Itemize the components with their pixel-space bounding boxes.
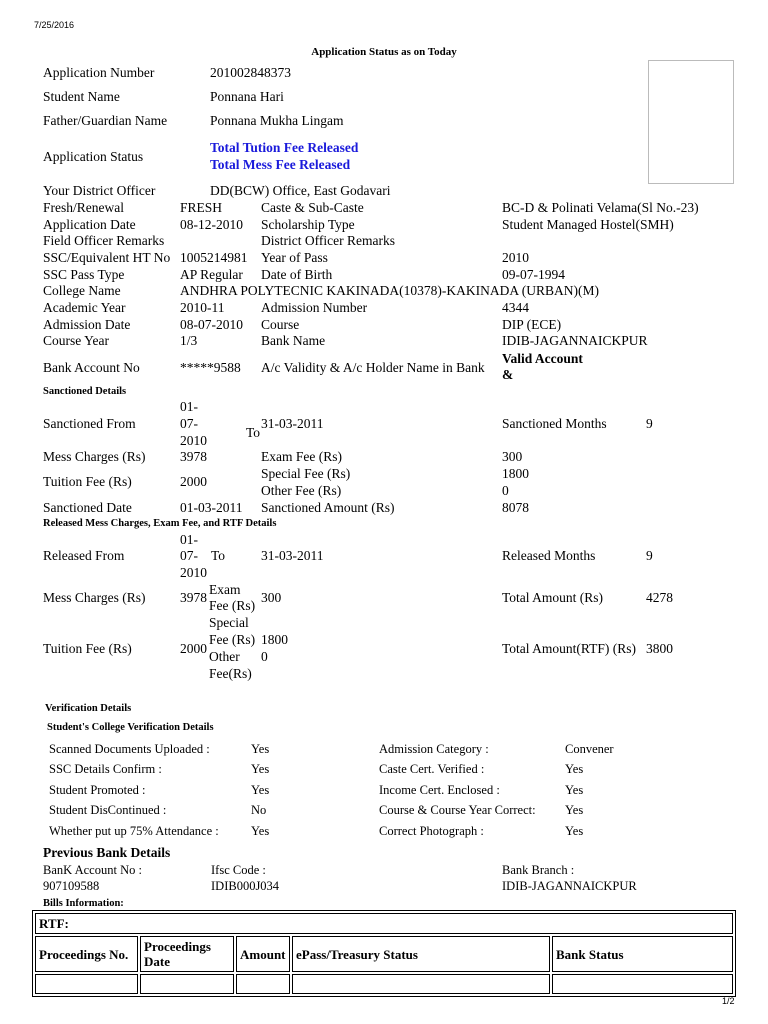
sanctioned-exam-label: Exam Fee (Rs) xyxy=(261,449,342,464)
prev-bank-account-label: BanK Account No : xyxy=(43,863,142,877)
bank-branch-value: IDIB-JAGANNAICKPUR xyxy=(502,879,637,893)
verif-right-value: Yes xyxy=(565,803,584,817)
bills-heading: Bills Information: xyxy=(43,898,124,909)
released-rtf-label: Total Amount(RTF) (Rs) xyxy=(502,641,636,656)
table-cell xyxy=(552,974,733,994)
sanctioned-amount-value: 8078 xyxy=(502,500,529,515)
district-officer-value: DD(BCW) Office, East Godavari xyxy=(210,183,391,198)
sanctioned-amount-label: Sanctioned Amount (Rs) xyxy=(261,500,395,515)
admission-date-label: Admission Date xyxy=(43,317,131,332)
released-special-label-2: Fee (Rs) xyxy=(209,632,256,647)
col-amount: Amount xyxy=(236,936,290,972)
guardian-name-value: Ponnana Mukha Lingam xyxy=(210,113,344,128)
account-validity-value: Valid Account xyxy=(502,351,583,366)
released-special-value: 1800 xyxy=(261,632,288,647)
sanctioned-heading: Sanctioned Details xyxy=(43,386,127,397)
course-label: Course xyxy=(261,317,300,332)
academic-year-value: 2010-11 xyxy=(180,300,225,315)
verif-left-value: Yes xyxy=(251,783,270,797)
college-name-label: College Name xyxy=(43,283,121,298)
verif-left-value: Yes xyxy=(251,762,270,776)
verif-left-label: Scanned Documents Uploaded : xyxy=(49,742,210,756)
ssc-ht-label: SSC/Equivalent HT No xyxy=(43,250,171,265)
admission-date-value: 08-07-2010 xyxy=(180,317,243,332)
col-epass-status: ePass/Treasury Status xyxy=(292,936,550,972)
admission-number-label: Admission Number xyxy=(261,300,368,315)
verif-left-value: Yes xyxy=(251,742,270,756)
student-name-label: Student Name xyxy=(43,89,120,104)
field-officer-remarks-label: Field Officer Remarks xyxy=(43,233,165,248)
district-officer-remarks-label: District Officer Remarks xyxy=(261,233,395,248)
released-from-label: Released From xyxy=(43,548,125,563)
released-from-year: 2010 xyxy=(180,565,207,580)
verif-left-value: Yes xyxy=(251,824,270,838)
sanctioned-mess-label: Mess Charges (Rs) xyxy=(43,449,146,464)
bills-table xyxy=(32,910,736,997)
application-date-label: Application Date xyxy=(43,217,136,232)
released-to-value: 31-03-2011 xyxy=(261,548,324,563)
released-tuition-label: Tuition Fee (Rs) xyxy=(43,641,132,656)
verif-left-label: Student DisContinued : xyxy=(49,803,167,817)
page-title: Application Status as on Today xyxy=(311,46,457,58)
col-proceedings-date: Proceedings Date xyxy=(140,936,234,972)
sanctioned-other-label: Other Fee (Rs) xyxy=(261,483,342,498)
released-from-day: 01- xyxy=(180,532,198,547)
sanctioned-other-value: 0 xyxy=(502,483,509,498)
caste-label: Caste & Sub-Caste xyxy=(261,200,364,215)
sanctioned-from-month: 07- xyxy=(180,416,198,431)
prev-bank-account-value: 907109588 xyxy=(43,879,100,893)
released-other-value: 0 xyxy=(261,649,268,664)
bank-name-value: IDIB-JAGANNAICKPUR xyxy=(502,333,648,348)
released-mess-value: 3978 xyxy=(180,590,207,605)
ssc-pass-type-label: SSC Pass Type xyxy=(43,267,125,282)
sanctioned-tuition-label: Tuition Fee (Rs) xyxy=(43,474,132,489)
verification-subheading: Student's College Verification Details xyxy=(47,722,214,733)
year-of-pass-label: Year of Pass xyxy=(261,250,328,265)
released-mess-label: Mess Charges (Rs) xyxy=(43,590,146,605)
released-total-label: Total Amount (Rs) xyxy=(502,590,604,605)
course-value: DIP (ECE) xyxy=(502,317,562,332)
verif-right-label: Caste Cert. Verified : xyxy=(379,762,485,776)
dob-value: 09-07-1994 xyxy=(502,267,565,282)
released-months-label: Released Months xyxy=(502,548,596,563)
rtf-label: RTF: xyxy=(35,913,733,934)
table-cell xyxy=(140,974,234,994)
released-tuition-value: 2000 xyxy=(180,641,207,656)
released-months-value: 9 xyxy=(646,548,653,563)
account-validity-amp: & xyxy=(502,367,514,382)
verif-right-value: Yes xyxy=(565,783,584,797)
ssc-ht-value: 1005214981 xyxy=(180,250,248,265)
caste-value: BC-D & Polinati Velama(Sl No.-23) xyxy=(502,200,699,215)
application-status-line1: Total Tution Fee Released xyxy=(210,140,359,155)
bank-account-label: Bank Account No xyxy=(43,360,140,375)
verif-left-value: No xyxy=(251,803,267,817)
ssc-pass-type-value: AP Regular xyxy=(180,267,243,282)
col-bank-status: Bank Status xyxy=(552,936,733,972)
sanctioned-tuition-value: 2000 xyxy=(180,474,207,489)
verif-left-label: Whether put up 75% Attendance : xyxy=(49,824,219,838)
table-cell xyxy=(35,974,138,994)
released-from-month: 07- xyxy=(180,548,198,563)
released-exam-label-1: Exam xyxy=(209,582,241,597)
sanctioned-exam-value: 300 xyxy=(502,449,523,464)
verif-right-label: Admission Category : xyxy=(379,742,489,756)
verif-left-label: Student Promoted : xyxy=(49,783,146,797)
released-other-label-1: Other xyxy=(209,649,240,664)
guardian-name-label: Father/Guardian Name xyxy=(43,113,168,128)
sanctioned-special-label: Special Fee (Rs) xyxy=(261,466,351,481)
account-validity-label: A/c Validity & A/c Holder Name in Bank xyxy=(261,360,485,375)
admission-number-value: 4344 xyxy=(502,300,529,315)
ifsc-label: Ifsc Code : xyxy=(211,863,266,877)
table-cell xyxy=(236,974,290,994)
application-number-value: 201002848373 xyxy=(210,65,291,80)
scholarship-type-value: Student Managed Hostel(SMH) xyxy=(502,217,674,232)
verif-right-label: Course & Course Year Correct: xyxy=(379,803,536,817)
table-cell xyxy=(292,974,550,994)
sanctioned-from-year: 2010 xyxy=(180,433,207,448)
application-date-value: 08-12-2010 xyxy=(180,217,243,232)
sanctioned-from-label: Sanctioned From xyxy=(43,416,136,431)
student-name-value: Ponnana Hari xyxy=(210,89,284,104)
sanctioned-from-day: 01- xyxy=(180,399,198,414)
page-number: 1/2 xyxy=(722,996,735,1006)
academic-year-label: Academic Year xyxy=(43,300,126,315)
released-exam-label-2: Fee (Rs) xyxy=(209,598,256,613)
print-date: 7/25/2016 xyxy=(34,20,75,30)
verif-right-label: Income Cert. Enclosed : xyxy=(379,783,500,797)
sanctioned-months-label: Sanctioned Months xyxy=(502,416,607,431)
col-proceedings-no: Proceedings No. xyxy=(35,936,138,972)
sanctioned-mess-value: 3978 xyxy=(180,449,207,464)
sanctioned-to-value: 31-03-2011 xyxy=(261,416,324,431)
college-name-value: ANDHRA POLYTECNIC KAKINADA(10378)-KAKINADA (URBAN)(M) xyxy=(180,283,599,298)
bank-branch-label: Bank Branch : xyxy=(502,863,575,877)
verif-left-label: SSC Details Confirm : xyxy=(49,762,162,776)
course-year-label: Course Year xyxy=(43,333,109,348)
sanctioned-months-value: 9 xyxy=(646,416,653,431)
verification-heading: Verification Details xyxy=(45,703,132,714)
released-to-label: To xyxy=(211,548,226,563)
dob-label: Date of Birth xyxy=(261,267,333,282)
bank-name-label: Bank Name xyxy=(261,333,326,348)
fresh-renewal-value: FRESH xyxy=(180,200,223,215)
sanctioned-date-value: 01-03-2011 xyxy=(180,500,243,515)
verif-right-value: Convener xyxy=(565,742,614,756)
sanctioned-date-label: Sanctioned Date xyxy=(43,500,132,515)
released-special-label-1: Special xyxy=(209,615,249,630)
year-of-pass-value: 2010 xyxy=(502,250,529,265)
fresh-renewal-label: Fresh/Renewal xyxy=(43,200,124,215)
released-total-value: 4278 xyxy=(646,590,673,605)
course-year-value: 1/3 xyxy=(180,333,198,348)
application-status-line2: Total Mess Fee Released xyxy=(210,157,351,172)
photo-placeholder xyxy=(648,60,734,184)
district-officer-label: Your District Officer xyxy=(43,183,156,198)
application-status-label: Application Status xyxy=(43,149,144,164)
verif-right-label: Correct Photograph : xyxy=(379,824,484,838)
verif-right-value: Yes xyxy=(565,762,584,776)
released-rtf-value: 3800 xyxy=(646,641,673,656)
ifsc-value: IDIB000J034 xyxy=(211,879,280,893)
sanctioned-to-label: To xyxy=(246,425,261,440)
released-heading: Released Mess Charges, Exam Fee, and RTF Details xyxy=(43,518,277,529)
released-other-label-2: Fee(Rs) xyxy=(209,666,252,681)
verif-right-value: Yes xyxy=(565,824,584,838)
sanctioned-special-value: 1800 xyxy=(502,466,529,481)
scholarship-type-label: Scholarship Type xyxy=(261,217,355,232)
application-number-label: Application Number xyxy=(43,65,155,80)
bank-account-value: *****9588 xyxy=(180,360,241,375)
released-exam-value: 300 xyxy=(261,590,282,605)
prev-bank-heading: Previous Bank Details xyxy=(43,845,171,860)
